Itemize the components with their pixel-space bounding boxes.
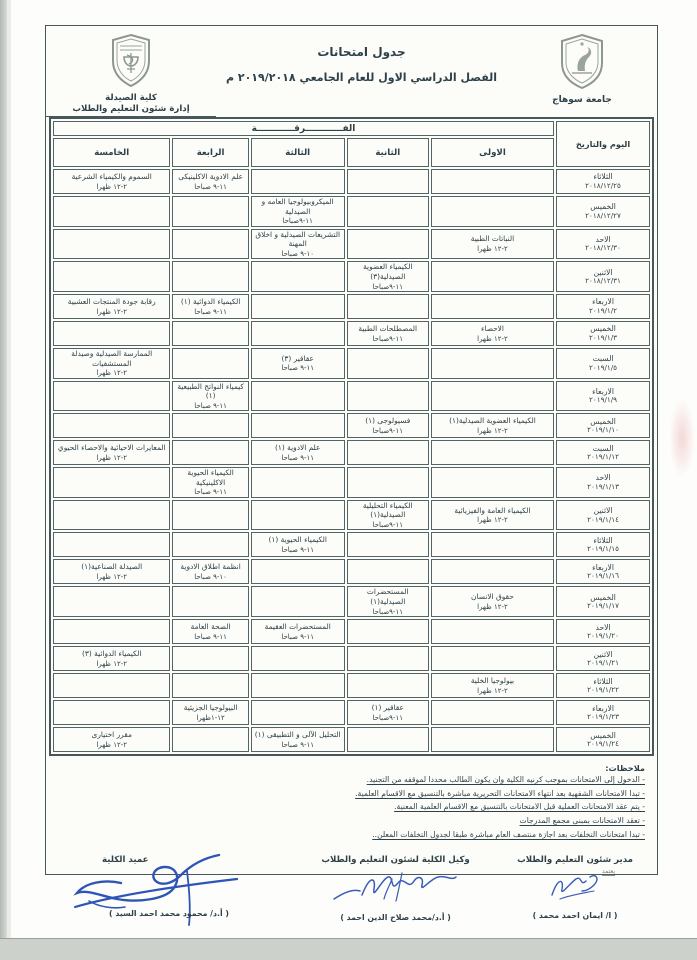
empty-cell <box>53 196 170 227</box>
exam-cell: علم الادوية الاكلينيكى ١١-٩ صباحا <box>172 169 248 194</box>
pharmacy-faculty-emblem-icon <box>108 33 154 91</box>
exam-cell: الكيمياء العامة والفيزيائية ٢-١٢ ظهرا <box>431 500 554 531</box>
document-subtitle: الفصل الدراسي الاول للعام الجامعي ٢٠١٩/٢٠١٨ م <box>225 71 498 84</box>
empty-cell <box>251 169 345 194</box>
scan-edge-left-light <box>7 0 11 960</box>
empty-cell <box>431 169 554 194</box>
signature-block-director <box>517 855 633 922</box>
empty-cell <box>53 700 170 725</box>
vice-dean-name: ( أ.د/محمد صلاح الدين احمد ) <box>340 913 451 923</box>
faculty-block <box>46 31 216 117</box>
document-frame <box>45 25 658 923</box>
exam-table-row <box>53 413 650 438</box>
exam-table-row <box>53 467 650 498</box>
day-date-cell: الاربعاء ٢٠١٩/١/٢ <box>556 294 650 319</box>
empty-cell <box>431 559 554 584</box>
empty-cell <box>431 261 554 292</box>
exam-cell: مقرر اختيارى ٢-١٢ ظهرا <box>53 727 170 752</box>
signature-block-dean <box>64 855 274 922</box>
note-item: - يتم عقد الامتحانات العملية قبل الامتحانات بالتنسيق مع الاقسام العلمية المعنية. <box>394 802 645 812</box>
empty-cell <box>431 646 554 671</box>
exam-table-row <box>53 619 650 644</box>
empty-cell <box>172 321 248 346</box>
exam-table-row <box>53 700 650 725</box>
empty-cell <box>431 700 554 725</box>
empty-cell <box>251 500 345 531</box>
exam-cell: كيمياء النواتج الطبيعية (١) ١١-٩ صباحا <box>172 381 248 412</box>
signatures-section <box>46 841 657 922</box>
exam-cell: الصيدلة الصناعية(١) ٢-١٢ ظهرا <box>53 559 170 584</box>
empty-cell <box>53 261 170 292</box>
year-header-fifth: الخامسة <box>53 138 170 167</box>
year-header-second: الثانية <box>347 138 429 167</box>
exam-cell: الكيمياء الحيوية (١) ١١-٩ صباحا <box>251 532 345 557</box>
exam-cell: التشريعات الصيدلية و اخلاق المهنة ١٠-٩ صباحا <box>251 229 345 260</box>
director-name: ( ا/ ايمان احمد محمد ) <box>532 911 618 921</box>
exam-cell: البيولوجيا الجزيئية ١٢-١ظهرا <box>172 700 248 725</box>
exam-cell: فسيولوجى (١) ١١-٩صباحا <box>347 413 429 438</box>
day-date-column-header: اليوم والتاريخ <box>556 121 650 167</box>
day-date-cell: الثلاثاء ٢٠١٩/١/١٥ <box>556 532 650 557</box>
department-label: إدارة شئون التعليم والطلاب <box>46 104 216 117</box>
empty-cell <box>347 467 429 498</box>
empty-cell <box>431 440 554 465</box>
exam-cell: الاحصاء ٢-١٢ ظهرا <box>431 321 554 346</box>
vice-dean-title: وكيل الكلية لشئون التعليم والطلاب <box>321 855 470 866</box>
empty-cell <box>251 261 345 292</box>
signature-block-vice-dean <box>321 855 469 922</box>
empty-cell <box>347 294 429 319</box>
exam-table-row <box>53 532 650 557</box>
day-date-cell: السبت ٢٠١٩/١/٥ <box>556 348 650 379</box>
empty-cell <box>251 700 345 725</box>
empty-cell <box>53 381 170 412</box>
note-item: - تبدا الامتحانات الشفهية بعد انتهاء الامتحانات التحريرية مباشرة بالتنسيق مع الاقسام العلمية. <box>355 788 645 798</box>
empty-cell <box>347 440 429 465</box>
empty-cell <box>431 348 554 379</box>
empty-cell <box>347 381 429 412</box>
approval-mark: يعتمد <box>602 868 615 875</box>
empty-cell <box>53 532 170 557</box>
empty-cell <box>172 727 248 752</box>
empty-cell <box>431 196 554 227</box>
day-date-cell: الخميس ٢٠١٩/١/١٠ <box>556 413 650 438</box>
day-date-cell: الخميس ٢٠١٩/١/٢٤ <box>556 727 650 752</box>
exam-cell: الكيمياء الحيوية الاكلينيكية ١١-٩ صباحا <box>172 467 248 498</box>
day-date-cell: الثلاثاء ٢٠١٩/١/٢٢ <box>556 673 650 698</box>
empty-cell <box>431 294 554 319</box>
exam-cell: التحليل الآلى و التطبيقى (١) ١١-٩ صباحا <box>251 727 345 752</box>
year-header-third: الثالثة <box>251 138 345 167</box>
exam-table-row <box>53 348 650 379</box>
empty-cell <box>251 559 345 584</box>
year-header-fourth: الرابعة <box>172 138 248 167</box>
exam-cell: علم الادوية (١) ١١-٩ صباحا <box>251 440 345 465</box>
empty-cell <box>172 348 248 379</box>
empty-cell <box>347 727 429 752</box>
exam-table-row <box>53 646 650 671</box>
empty-cell <box>347 673 429 698</box>
exam-cell: الصحة العامة ١١-٩ صباحا <box>172 619 248 644</box>
exam-table-row <box>53 381 650 412</box>
empty-cell <box>251 381 345 412</box>
empty-cell <box>172 586 248 617</box>
empty-cell <box>347 169 429 194</box>
empty-cell <box>251 586 345 617</box>
exam-table-row <box>53 559 650 584</box>
exam-table-row <box>53 440 650 465</box>
title-block <box>216 31 507 84</box>
day-date-cell: الاربعاء ٢٠١٩/١/٢٣ <box>556 700 650 725</box>
day-date-cell: الخميس ٢٠١٨/١٢/٢٧ <box>556 196 650 227</box>
empty-cell <box>53 500 170 531</box>
university-label: جامعة سوهاج <box>552 95 612 105</box>
exam-cell: حقوق الانسان ٢-١٢ ظهرا <box>431 586 554 617</box>
director-title: مدير شئون التعليم والطلاب <box>517 855 633 866</box>
empty-cell <box>172 196 248 227</box>
exam-cell: الممارسة الصيدلية وصيدلة المستشفيات ٢-١٢ ظهرا <box>53 348 170 379</box>
empty-cell <box>53 229 170 260</box>
faculty-label: كلية الصيدلة <box>105 93 157 103</box>
exam-cell: الكيمياء العضوية الصيدلية(٣) ١١-٩صباحا <box>347 261 429 292</box>
empty-cell <box>172 673 248 698</box>
exam-cell: السموم والكيمياء الشرعية ٢-١٢ ظهرا <box>53 169 170 194</box>
day-date-cell: الاثنين ٢٠١٨/١٢/٣١ <box>556 261 650 292</box>
day-date-cell: الاربعاء ٢٠١٩/١/١٦ <box>556 559 650 584</box>
day-date-cell: الاثنين ٢٠١٩/١/١٤ <box>556 500 650 531</box>
empty-cell <box>431 467 554 498</box>
empty-cell <box>53 413 170 438</box>
exam-cell: الكيمياء الدوائية (١) ١١-٩ صباحا <box>172 294 248 319</box>
notes-title: ملاحظات: <box>605 763 645 774</box>
exam-cell: النباتات الطبية ٢-١٢ ظهرا <box>431 229 554 260</box>
document-header <box>46 26 657 115</box>
empty-cell <box>347 532 429 557</box>
empty-cell <box>53 586 170 617</box>
exam-table-row <box>53 196 650 227</box>
scan-edge-bottom <box>0 938 697 960</box>
exam-cell: انظمة اطلاق الادوية ١٠-٩ صباحا <box>172 559 248 584</box>
exam-table-row <box>53 673 650 698</box>
note-item: - الدخول إلى الامتحانات بموجب كرنيه الكلية وان يكون الطالب محددا لموقفه من التجنيد. <box>366 775 645 785</box>
scan-edge-left <box>0 0 7 960</box>
exam-cell: المعايرات الاحيائية والاحصاء الحيوي ٢-١٢ ظهرا <box>53 440 170 465</box>
empty-cell <box>251 646 345 671</box>
sohag-university-emblem-icon <box>558 33 606 93</box>
empty-cell <box>347 348 429 379</box>
exam-table-row <box>53 727 650 752</box>
day-date-cell: الاثنين ٢٠١٩/١/٢١ <box>556 646 650 671</box>
day-date-cell: الاحد ٢٠١٩/١/٢٠ <box>556 619 650 644</box>
exam-cell: الكيمياء العضوية الصيدلية(١) ٢-١٢ ظهرا <box>431 413 554 438</box>
scan-smudge <box>669 398 695 478</box>
empty-cell <box>431 619 554 644</box>
note-item: - تبدا امتحانات التخلفات بعد اجازة منتصف العام مباشرة طبقا لجدول التخلفات المعلن.. <box>372 829 645 839</box>
exam-cell: الكيمياء التحليلية الصيدلية(١) ١١-٩صباحا <box>347 500 429 531</box>
exam-cell: عقاقير (٣) ١١-٩ صباحا <box>251 348 345 379</box>
year-header-first: الاولى <box>431 138 554 167</box>
exam-cell: الكيمياء الدوائية (٣) ٢-١٢ ظهرا <box>53 646 170 671</box>
exam-table-row <box>53 294 650 319</box>
empty-cell <box>172 229 248 260</box>
day-date-cell: الخميس ٢٠١٩/١/٣ <box>556 321 650 346</box>
empty-cell <box>172 413 248 438</box>
empty-cell <box>347 229 429 260</box>
document-title: جدول امتحانات <box>317 45 406 59</box>
empty-cell <box>431 727 554 752</box>
empty-cell <box>251 294 345 319</box>
day-date-cell: الاحد ٢٠١٨/١٢/٣٠ <box>556 229 650 260</box>
empty-cell <box>251 413 345 438</box>
empty-cell <box>431 532 554 557</box>
empty-cell <box>172 532 248 557</box>
notes-list <box>46 773 645 841</box>
day-date-cell: الاربعاء ٢٠١٩/١/٩ <box>556 381 650 412</box>
notes-section <box>46 763 645 841</box>
exam-table-row <box>53 500 650 531</box>
empty-cell <box>347 619 429 644</box>
empty-cell <box>251 321 345 346</box>
exam-table-row <box>53 586 650 617</box>
exam-cell: المصطلحات الطبية ١١-٩صباحا <box>347 321 429 346</box>
exam-table-row <box>53 261 650 292</box>
day-date-cell: السبت ٢٠١٩/١/١٢ <box>556 440 650 465</box>
empty-cell <box>172 500 248 531</box>
vice-dean-signature-icon <box>326 865 466 911</box>
empty-cell <box>53 467 170 498</box>
exam-cell: الميكروبيولوجيا العامه و الصيدلية ١١-٩صباحا <box>251 196 345 227</box>
empty-cell <box>53 321 170 346</box>
exam-table-row <box>53 229 650 260</box>
empty-cell <box>251 673 345 698</box>
dean-name: ( أ.د/ محمود محمد احمد السيد ) <box>109 909 229 919</box>
university-block <box>507 31 657 105</box>
day-date-cell: الثلاثاء ٢٠١٨/١٢/٢٥ <box>556 169 650 194</box>
empty-cell <box>347 646 429 671</box>
note-item: - تعقد الامتحانات بمبنى مجمع المدرجات <box>519 816 645 826</box>
exam-cell: رقابة جودة المنتجات العشبية ٢-١٢ ظهرا <box>53 294 170 319</box>
empty-cell <box>347 559 429 584</box>
empty-cell <box>347 196 429 227</box>
empty-cell <box>172 261 248 292</box>
exam-table-body <box>53 169 650 752</box>
empty-cell <box>251 467 345 498</box>
empty-cell <box>53 673 170 698</box>
empty-cell <box>172 646 248 671</box>
exam-schedule-table <box>49 117 654 756</box>
day-date-cell: الخميس ٢٠١٩/١/١٧ <box>556 586 650 617</box>
exam-cell: المستحضرات العقيمة ١١-٩ صباحا <box>251 619 345 644</box>
exam-cell: عقاقير (١) ١١-٩صباحا <box>347 700 429 725</box>
exam-table-row <box>53 321 650 346</box>
dean-title: عميد الكلية <box>102 855 149 866</box>
empty-cell <box>172 440 248 465</box>
day-date-cell: الاحد ٢٠١٩/١/١٣ <box>556 467 650 498</box>
year-group-header: الفــــــــــــرقــــــــــــة <box>53 121 554 136</box>
empty-cell <box>53 619 170 644</box>
exam-cell: بيولوجيا الخلية ٢-١٢ ظهرا <box>431 673 554 698</box>
empty-cell <box>431 381 554 412</box>
exam-table-row <box>53 169 650 194</box>
exam-cell: المستحضرات الصيدلية(١) ١١-٩صباحا <box>347 586 429 617</box>
